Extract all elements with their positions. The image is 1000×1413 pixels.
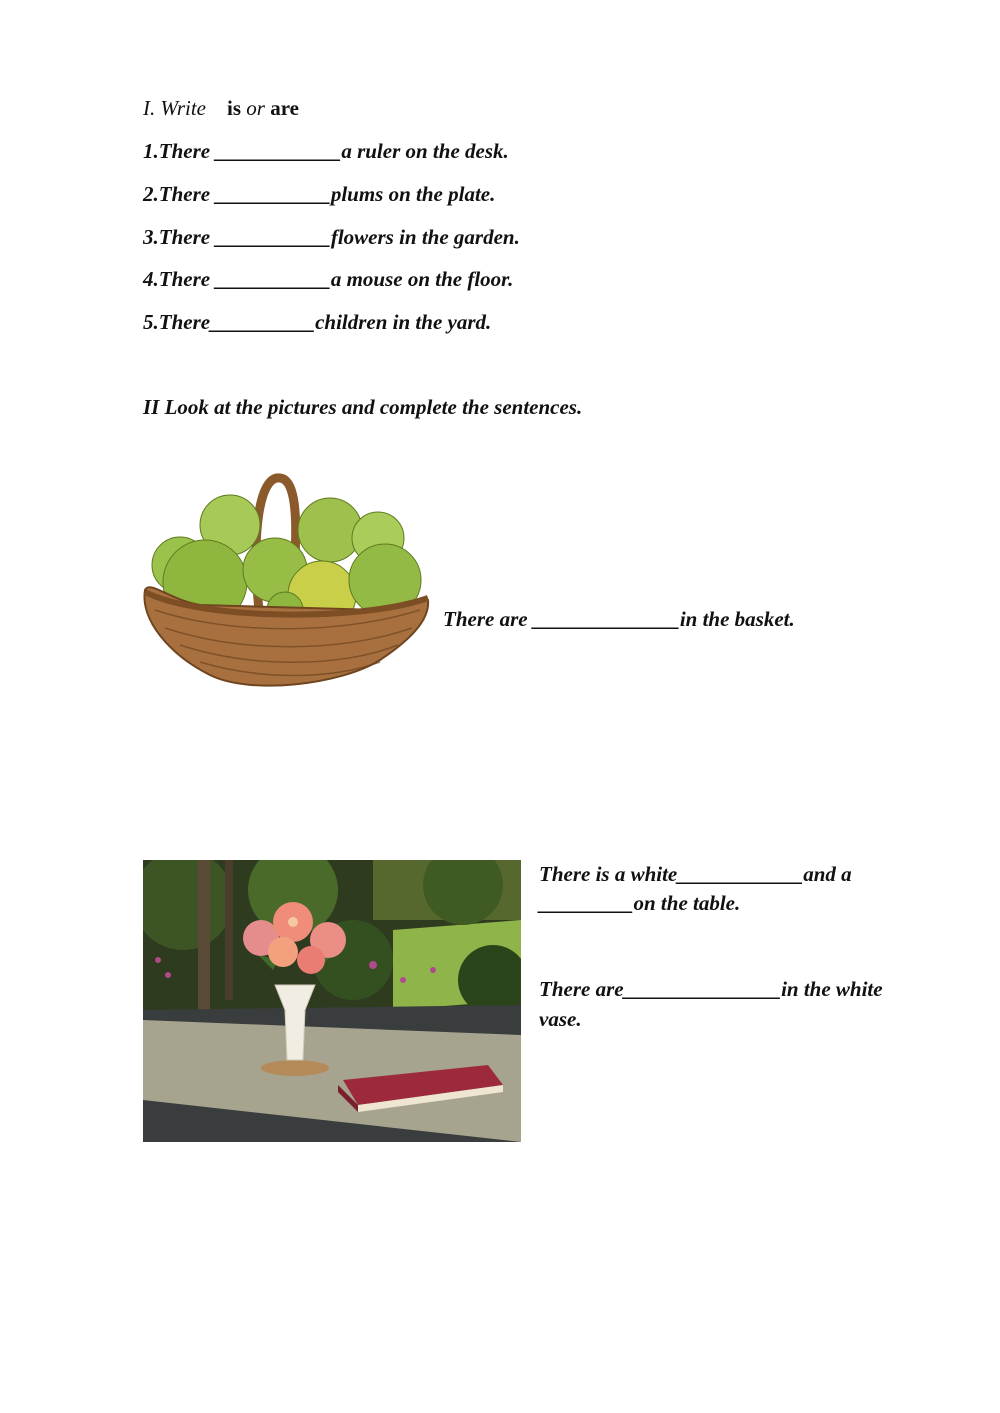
exercise-item-1: 1.There ____________a ruler on the desk. — [143, 139, 509, 163]
section-1-heading — [143, 96, 299, 121]
heading-is: is — [227, 96, 242, 120]
garden-sentence-2-line-1: There are_______________in the white — [539, 977, 883, 1001]
exercise-item-2: 2.There ___________plums on the plate. — [143, 182, 496, 206]
garden-sentence-2-line-2: vase. — [539, 1007, 582, 1031]
exercise-item-5: 5.There__________children in the yard. — [143, 310, 492, 334]
heading-prefix: I. Write — [143, 96, 206, 120]
garden-table-image — [143, 860, 521, 1142]
exercise-item-4: 4.There ___________a mouse on the floor. — [143, 267, 514, 291]
apple-basket-image — [140, 470, 432, 700]
garden-sentence-1-line-2: _________on the table. — [539, 891, 741, 915]
heading-or: or — [246, 96, 265, 120]
heading-are: are — [270, 96, 299, 120]
section-2-heading: II Look at the pictures and complete the sentences. — [143, 395, 583, 419]
basket-sentence: There are ______________in the basket. — [443, 607, 795, 631]
exercise-item-3: 3.There ___________flowers in the garden. — [143, 225, 520, 249]
garden-sentence-1-line-1: There is a white____________and a — [539, 862, 852, 886]
